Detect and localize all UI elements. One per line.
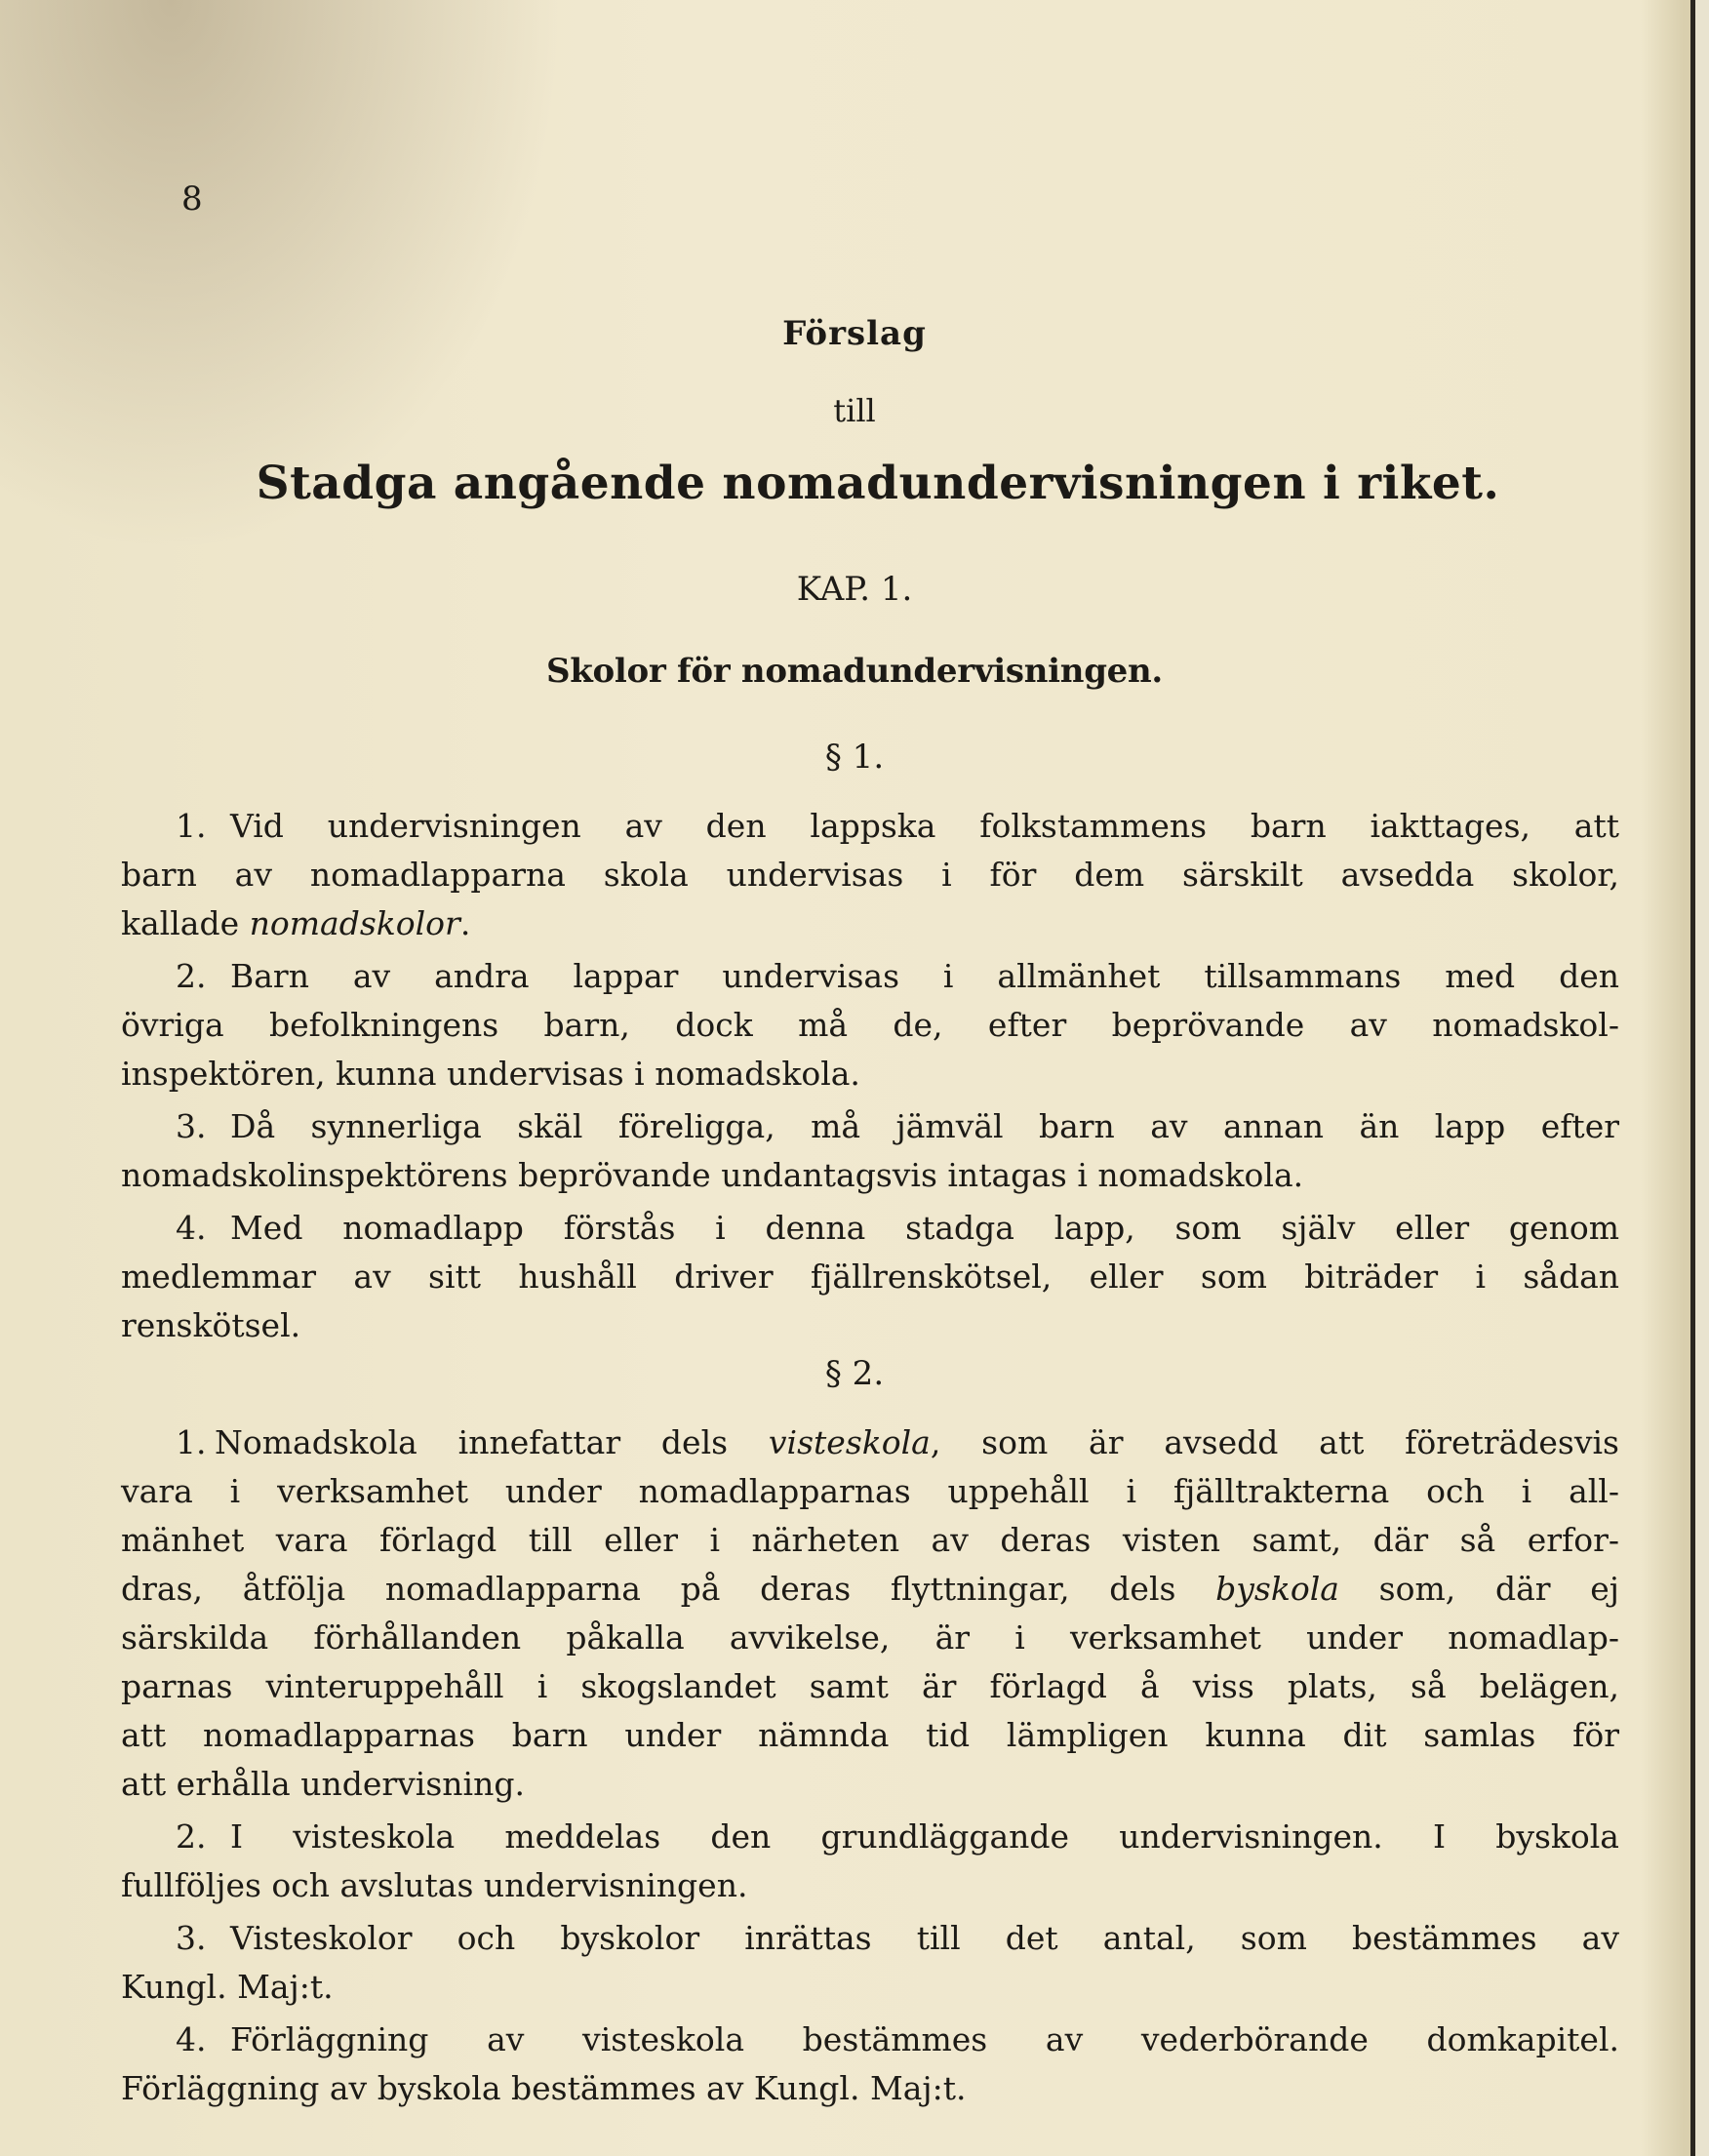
heading-till: till	[833, 392, 876, 429]
paragraph-1-4	[121, 1204, 1619, 1350]
text-line	[121, 899, 1619, 948]
chapter-label: KAP. 1.	[796, 570, 913, 609]
heading-forslag: Förslag	[782, 314, 927, 353]
text-line: vara i verksamhet under nomadlapparnas uppehåll i fjälltrakterna och i all-	[121, 1472, 1619, 1510]
paragraph-2-4	[121, 2016, 1619, 2113]
text-line: mänhet vara förlagd till eller i närheten av deras visten samt, där så erfor-	[121, 1521, 1619, 1559]
text: Då synnerliga skäl föreligga, må jämväl barn av annan än lapp efter	[230, 1107, 1619, 1145]
text-line: renskötsel.	[121, 1306, 301, 1344]
paragraph-number: 1.	[176, 807, 207, 845]
text-line: att nomadlapparnas barn under nämnda tid lämpligen kunna dit samlas för	[121, 1716, 1619, 1754]
document-title: Stadga angående nomadundervisningen i riket.	[256, 457, 1500, 510]
text-line	[121, 2016, 1619, 2064]
section-2-label: § 2.	[824, 1354, 885, 1393]
text-line: nomadskolinspektörens beprövande undantagsvis intagas i nomadskola.	[121, 1156, 1304, 1194]
paragraph-1-3	[121, 1102, 1619, 1200]
text-line: Kungl. Maj:t.	[121, 1968, 334, 2006]
paragraph-number: 2.	[176, 957, 207, 995]
text-line: inspektören, kunna undervisas i nomadskola.	[121, 1055, 860, 1093]
text-line	[121, 952, 1619, 1001]
text: , som är avsedd att företrädesvis	[930, 1423, 1619, 1461]
section-1-label: § 1.	[824, 738, 885, 777]
paragraph-number: 3.	[176, 1107, 207, 1145]
text-line	[121, 802, 1619, 851]
text-line	[121, 1102, 1619, 1151]
italic-term: nomadskolor	[249, 904, 460, 942]
italic-term: visteskola	[768, 1423, 931, 1461]
text-line	[121, 1204, 1619, 1253]
text: dras, åtfölja nomadlapparna på deras flyttningar, dels	[121, 1570, 1216, 1608]
text: som, där ej	[1338, 1570, 1619, 1608]
paragraph-number: 2.	[176, 1817, 207, 1856]
text-line: fullföljes och avslutas undervisningen.	[121, 1866, 748, 1904]
paragraph-2-2	[121, 1813, 1619, 1910]
section-1-body	[121, 802, 1619, 1354]
text-line: att erhålla undervisning.	[121, 1765, 525, 1803]
text: Vid undervisningen av den lappska folkstammens barn iakttages, att	[230, 807, 1619, 845]
text: .	[459, 904, 471, 942]
paragraph-1-2	[121, 952, 1619, 1098]
page-number: 8	[181, 180, 203, 219]
text-line	[121, 1914, 1619, 1963]
text: Nomadskola innefattar dels	[215, 1423, 769, 1461]
paragraph-number: 4.	[176, 1209, 207, 1247]
italic-term: byskola	[1215, 1570, 1339, 1608]
text-line	[121, 1418, 1619, 1467]
text-line: Förläggning av byskola bestämmes av Kungl. Maj:t.	[121, 2069, 967, 2107]
paragraph-number: 3.	[176, 1919, 207, 1957]
text: Visteskolor och byskolor inrättas till det antal, som bestämmes av	[230, 1919, 1619, 1957]
chapter-heading: Skolor för nomadundervisningen.	[546, 652, 1163, 691]
text: kallade	[121, 904, 250, 942]
text-line	[121, 1565, 1619, 1614]
section-2-body	[121, 1418, 1619, 2117]
text-line: medlemmar av sitt hushåll driver fjällrenskötsel, eller som biträder i sådan	[121, 1258, 1619, 1296]
paragraph-number: 4.	[176, 2020, 207, 2058]
text-line	[121, 1813, 1619, 1861]
text: Med nomadlapp förstås i denna stadga lapp, som själv eller genom	[230, 1209, 1619, 1247]
text: I visteskola meddelas den grundläggande undervisningen. I byskola	[230, 1817, 1619, 1856]
text-line: barn av nomadlapparna skola undervisas i för dem särskilt avsedda skolor,	[121, 856, 1619, 894]
paragraph-1-1	[121, 802, 1619, 948]
paragraph-number: 1.	[176, 1423, 207, 1461]
paragraph-2-3	[121, 1914, 1619, 2012]
paragraph-2-1	[121, 1418, 1619, 1809]
text-line: parnas vinteruppehåll i skogslandet samt är förlagd å viss plats, så belägen,	[121, 1667, 1619, 1705]
text-line: övriga befolkningens barn, dock må de, efter beprövande av nomadskol-	[121, 1006, 1619, 1044]
text: Barn av andra lappar undervisas i allmänhet tillsammans med den	[230, 957, 1619, 995]
text: Förläggning av visteskola bestämmes av vederbörande domkapitel.	[230, 2020, 1619, 2058]
text-line: särskilda förhållanden påkalla avvikelse, är i verksamhet under nomadlap-	[121, 1618, 1619, 1657]
